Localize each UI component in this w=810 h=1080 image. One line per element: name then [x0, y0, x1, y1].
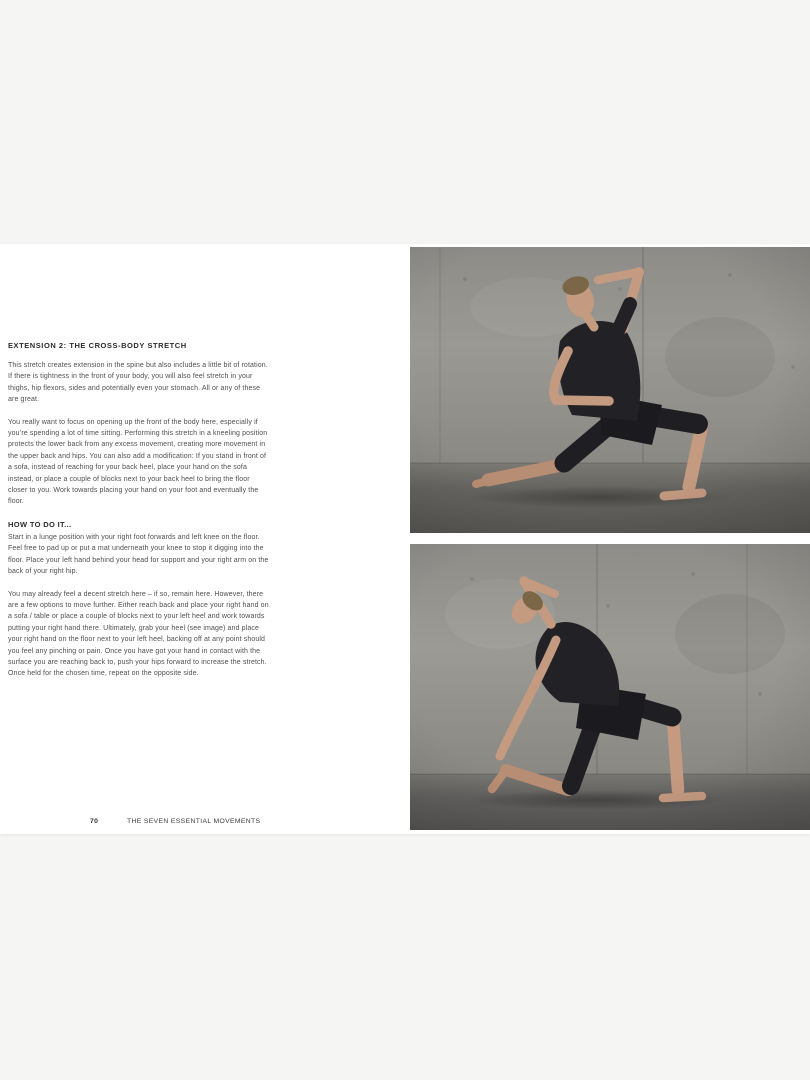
book-page [0, 244, 810, 834]
page-footer [0, 818, 400, 830]
exercise-photo-start-pose [410, 247, 810, 533]
article-heading: EXTENSION 2: THE CROSS-BODY STRETCH [8, 341, 187, 350]
exercise-photo-full-stretch [410, 544, 810, 830]
page-number: 70 [90, 818, 99, 825]
intro-paragraph-1: This stretch creates extension in the spine but also includes a little bit of rotation. If there is tightness in the front of your body, you will also feel stretch in your thighs, hip flexors, sides and potentially even your stomach. All or any of these are great. [8, 362, 268, 404]
exercise-photo-start-pose-illustration [410, 247, 810, 533]
intro-paragraph-2: You really want to focus on opening up the front of the body here, especially if you’re spending a lot of time sitting. Performing this stretch in a kneeling position protects the lower back from any excess movement, creating more movement in the upper back and hips. You can also add a modification: If you stand in front of a sofa, instead of reaching for your back heel, place your hand on the sofa instead, or place a couple of blocks next to your back heel to bring the floor closer to you. Work towards placing your hand on your foot and eventually the floor. [8, 418, 268, 506]
how-to-heading: HOW TO DO IT... [8, 519, 72, 529]
exercise-photo-full-stretch-illustration [410, 544, 810, 830]
footer-section-title: THE SEVEN ESSENTIAL MOVEMENTS [127, 818, 261, 825]
how-to-paragraph-1: Start in a lunge position with your right foot forwards and left knee on the floor. Feel free to pad up or put a mat underneath your knee to stop it digging into the floor. Place your left hand behind your head for support and your right arm on the back of your right hip. [8, 533, 269, 576]
how-to-paragraph-2: You may already feel a decent stretch here – if so, remain here. However, there are a few options to move further. Either reach back and place your right hand on a sofa / table or place a couple of blocks next to your left heel and work towards putting your right hand there. Ultimately, grab your heel (see image) and place your right hand on the floor next to your left heel, backing off at any point should you feel any pinching or pain. Once you have got your hand in contact with the surface you are reaching back to, push your hips forward to increase the stretch. Once held for the chosen time, repeat on the opposite side. [8, 590, 269, 678]
article-text-column [8, 341, 269, 691]
